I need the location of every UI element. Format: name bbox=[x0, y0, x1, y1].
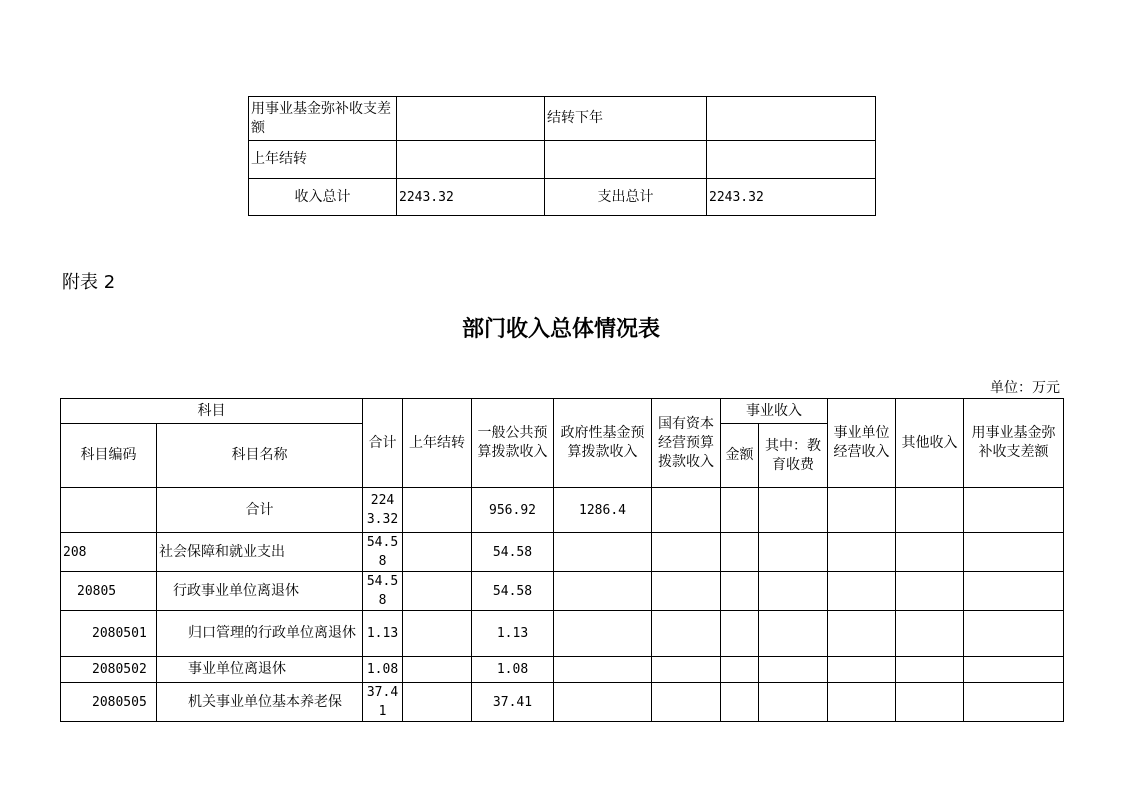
cell-total: 1.08 bbox=[363, 657, 403, 683]
cell-other bbox=[896, 611, 964, 657]
cell-gov bbox=[554, 533, 652, 572]
cell-amount bbox=[721, 611, 759, 657]
header-row bbox=[61, 399, 1064, 424]
cell-gov bbox=[554, 572, 652, 611]
cell-unit bbox=[828, 683, 896, 722]
cell-name: 合计 bbox=[157, 488, 363, 533]
cell-amount bbox=[721, 533, 759, 572]
cell-code: 2080502 bbox=[61, 657, 157, 683]
header-prev-carry: 上年结转 bbox=[403, 399, 472, 488]
header-fund-fill: 用事业基金弥补收支差额 bbox=[964, 399, 1064, 488]
cell-edu bbox=[759, 611, 828, 657]
cell-gov bbox=[554, 683, 652, 722]
table-row bbox=[61, 572, 1064, 611]
cell-name: 社会保障和就业支出 bbox=[157, 533, 363, 572]
cell-other bbox=[896, 488, 964, 533]
cell-general: 1.08 bbox=[472, 657, 554, 683]
cell-other bbox=[896, 657, 964, 683]
fund-fill-value bbox=[397, 97, 545, 141]
cell-fund bbox=[964, 533, 1064, 572]
cell-prev bbox=[403, 611, 472, 657]
annex-label: 附表 2 bbox=[62, 272, 116, 293]
cell-edu bbox=[759, 572, 828, 611]
table-row bbox=[61, 657, 1064, 683]
unit-label: 单位：万元 bbox=[990, 380, 1060, 396]
cell-other bbox=[896, 572, 964, 611]
income-total-value: 2243.32 bbox=[397, 179, 545, 216]
cell-edu bbox=[759, 683, 828, 722]
cell-total: 54.58 bbox=[363, 572, 403, 611]
table-body bbox=[61, 488, 1064, 722]
cell-state bbox=[652, 683, 721, 722]
cell-general: 54.58 bbox=[472, 572, 554, 611]
fund-fill-label: 用事业基金弥补收支差额 bbox=[249, 97, 397, 141]
header-business-income: 事业收入 bbox=[721, 399, 828, 424]
cell-edu bbox=[759, 488, 828, 533]
expense-total-value: 2243.32 bbox=[707, 179, 876, 216]
cell-gov bbox=[554, 657, 652, 683]
cell-general: 1.13 bbox=[472, 611, 554, 657]
cell-edu bbox=[759, 657, 828, 683]
cell-code: 20805 bbox=[61, 572, 157, 611]
page-title: 部门收入总体情况表 bbox=[461, 316, 660, 342]
cell-code: 208 bbox=[61, 533, 157, 572]
cell-gov bbox=[554, 611, 652, 657]
cell-unit bbox=[828, 657, 896, 683]
cell-name: 归口管理的行政单位离退休 bbox=[157, 611, 363, 657]
carry-next-value bbox=[707, 97, 876, 141]
cell-fund bbox=[964, 488, 1064, 533]
cell-gov: 1286.4 bbox=[554, 488, 652, 533]
cell-fund bbox=[964, 683, 1064, 722]
cell-fund bbox=[964, 572, 1064, 611]
cell-state bbox=[652, 611, 721, 657]
cell-other bbox=[896, 683, 964, 722]
cell-code: 2080501 bbox=[61, 611, 157, 657]
cell-total: 37.41 bbox=[363, 683, 403, 722]
table-row bbox=[61, 488, 1064, 533]
cell-edu bbox=[759, 533, 828, 572]
cell-total: 54.58 bbox=[363, 533, 403, 572]
cell-state bbox=[652, 533, 721, 572]
cell-general: 956.92 bbox=[472, 488, 554, 533]
carry-next-label: 结转下年 bbox=[545, 97, 707, 141]
cell-fund bbox=[964, 611, 1064, 657]
summary-row bbox=[249, 141, 876, 179]
header-business-unit: 事业单位经营收入 bbox=[828, 399, 896, 488]
income-table bbox=[60, 398, 1064, 722]
header-name: 科目名称 bbox=[157, 424, 363, 488]
header-other: 其他收入 bbox=[896, 399, 964, 488]
cell-amount bbox=[721, 572, 759, 611]
empty-cell bbox=[707, 141, 876, 179]
cell-unit bbox=[828, 488, 896, 533]
table-row bbox=[61, 611, 1064, 657]
cell-prev bbox=[403, 533, 472, 572]
table-row bbox=[61, 683, 1064, 722]
summary-row bbox=[249, 97, 876, 141]
cell-unit bbox=[828, 572, 896, 611]
cell-code bbox=[61, 488, 157, 533]
cell-prev bbox=[403, 683, 472, 722]
cell-amount bbox=[721, 683, 759, 722]
cell-general: 37.41 bbox=[472, 683, 554, 722]
cell-prev bbox=[403, 572, 472, 611]
empty-cell bbox=[545, 141, 707, 179]
cell-other bbox=[896, 533, 964, 572]
header-gov-fund: 政府性基金预算拨款收入 bbox=[554, 399, 652, 488]
expense-total-label: 支出总计 bbox=[545, 179, 707, 216]
cell-amount bbox=[721, 657, 759, 683]
cell-name: 事业单位离退休 bbox=[157, 657, 363, 683]
cell-unit bbox=[828, 533, 896, 572]
summary-row bbox=[249, 179, 876, 216]
header-amount: 金额 bbox=[721, 424, 759, 488]
cell-state bbox=[652, 488, 721, 533]
cell-prev bbox=[403, 657, 472, 683]
cell-total: 2243.32 bbox=[363, 488, 403, 533]
table-row bbox=[61, 533, 1064, 572]
cell-prev bbox=[403, 488, 472, 533]
prev-carry-label: 上年结转 bbox=[249, 141, 397, 179]
header-subject: 科目 bbox=[61, 399, 363, 424]
income-total-label: 收入总计 bbox=[249, 179, 397, 216]
cell-state bbox=[652, 572, 721, 611]
cell-amount bbox=[721, 488, 759, 533]
header-general-budget: 一般公共预算拨款收入 bbox=[472, 399, 554, 488]
header-state-capital: 国有资本经营预算拨款收入 bbox=[652, 399, 721, 488]
prev-carry-value bbox=[397, 141, 545, 179]
summary-table bbox=[248, 96, 876, 216]
cell-unit bbox=[828, 611, 896, 657]
header-code: 科目编码 bbox=[61, 424, 157, 488]
cell-name: 行政事业单位离退休 bbox=[157, 572, 363, 611]
cell-fund bbox=[964, 657, 1064, 683]
cell-name: 机关事业单位基本养老保 bbox=[157, 683, 363, 722]
header-total: 合计 bbox=[363, 399, 403, 488]
cell-total: 1.13 bbox=[363, 611, 403, 657]
header-edu-fee: 其中：教育收费 bbox=[759, 424, 828, 488]
cell-state bbox=[652, 657, 721, 683]
cell-code: 2080505 bbox=[61, 683, 157, 722]
cell-general: 54.58 bbox=[472, 533, 554, 572]
